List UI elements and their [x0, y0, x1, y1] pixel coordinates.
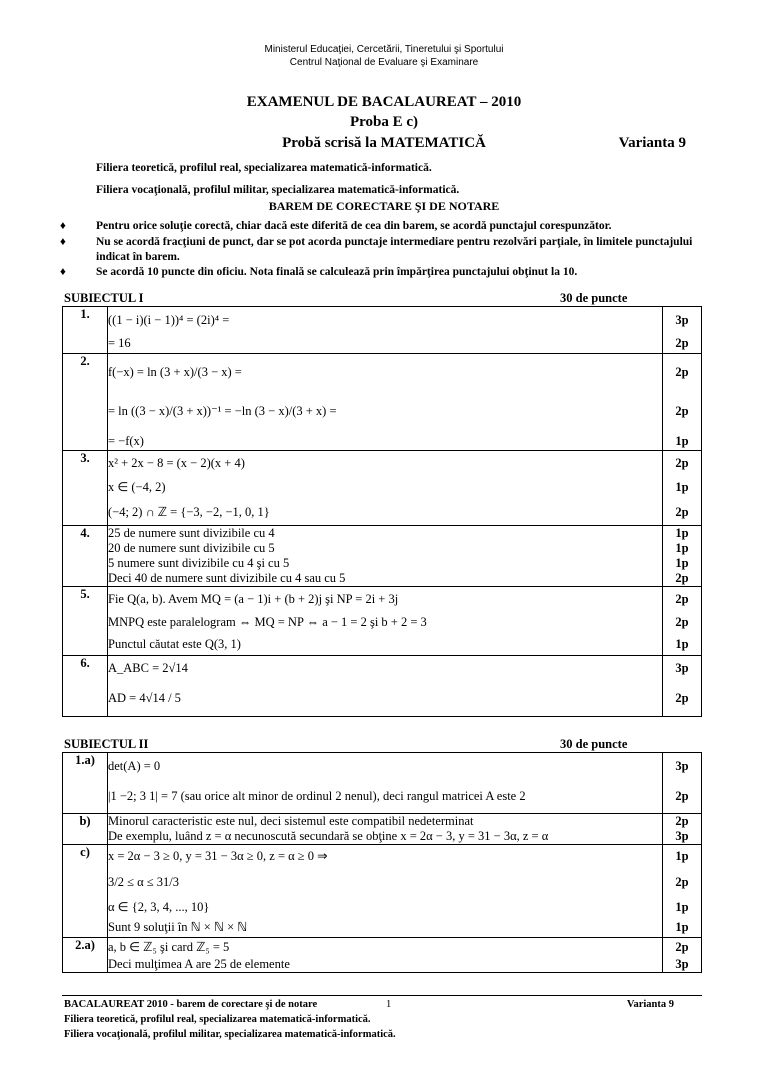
- solution-line: Deci mulţimea A are 25 de elemente: [108, 957, 290, 971]
- item-solution: [108, 451, 663, 526]
- footer-line1: [64, 999, 704, 1010]
- points-value: 2p: [675, 365, 689, 379]
- solution-line: AD = 4√14 / 5: [108, 691, 181, 705]
- subiect2-points: 30 de puncte: [560, 737, 628, 751]
- points-value: 1p: [675, 637, 689, 651]
- solution-line: Fie Q(a, b). Avem MQ = (a − 1)i + (b + 2)j şi NP = 2i + 3j: [108, 592, 399, 606]
- table-row: [63, 753, 702, 814]
- item-solution: [108, 938, 663, 973]
- footer-divider: [62, 995, 702, 996]
- solution-line: x² + 2x − 8 = (x − 2)(x + 4): [108, 456, 245, 470]
- item-points: [663, 587, 702, 656]
- solution-line: (−4; 2) ∩ ℤ = {−3, −2, −1, 0, 1}: [108, 505, 270, 519]
- solution-line: |1 −2; 3 1| = 7 (sau orice alt minor de ordinul 2 nenul), deci rangul matricei A este 2: [108, 789, 526, 803]
- rule-text: Pentru orice soluţie corectă, chiar dacă este diferită de cea din barem, se acordă punctajul corespunzător.: [96, 220, 612, 232]
- item-solution: [108, 753, 663, 814]
- table-row: [63, 814, 702, 845]
- exam-subject: Probă scrisă la MATEMATICĂ: [282, 135, 486, 151]
- item-solution: [108, 354, 663, 451]
- rule-item: [60, 235, 694, 265]
- table-row: [63, 938, 702, 973]
- footer-line3: Filiera vocaţională, profilul militar, specializarea matematică-informatică.: [64, 1029, 396, 1040]
- item-solution: [108, 307, 663, 354]
- item-points: [663, 753, 702, 814]
- points-value: 2p: [675, 814, 689, 828]
- table-row: [63, 656, 702, 717]
- rule-text: Nu se acordă fracţiuni de punct, dar se pot acorda punctaje intermediare pentru rezolvări parţiale, în limitele punctajului indicat în barem.: [96, 236, 693, 263]
- points-value: 2p: [675, 456, 689, 470]
- page-number: 1: [386, 999, 392, 1010]
- points-value: 3p: [675, 661, 689, 675]
- item-number: c): [63, 845, 108, 938]
- item-points: [663, 526, 702, 587]
- points-value: 2p: [675, 940, 689, 954]
- footer-left: BACALAUREAT 2010 - barem de corectare şi de notare: [64, 999, 318, 1010]
- points-value: 1p: [675, 434, 689, 448]
- solution-line: = ln ((3 − x)/(3 + x))⁻¹ = −ln (3 − x)/(3 + x) =: [108, 404, 337, 418]
- filiera-teoretica: Filiera teoretică, profilul real, specializarea matematică-informatică.: [96, 162, 432, 174]
- solution-line: Punctul căutat este Q(3, 1): [108, 637, 241, 651]
- points-value: 3p: [675, 313, 689, 327]
- table-row: [63, 587, 702, 656]
- item-number: 6.: [63, 656, 108, 717]
- item-solution: [108, 845, 663, 938]
- points-value: 2p: [675, 615, 689, 629]
- item-number: 1.: [63, 307, 108, 354]
- table-row: [63, 526, 702, 587]
- points-value: 2p: [675, 691, 689, 705]
- subiect2-heading: [64, 737, 694, 752]
- solution-line: MNPQ este paralelogram ⇔ MQ = NP ⇔ a − 1 = 2 şi b + 2 = 3: [108, 615, 427, 629]
- exam-variant: Varianta 9: [618, 135, 686, 151]
- table-row: [63, 307, 702, 354]
- item-number: 1.a): [63, 753, 108, 814]
- bullet-icon: ♦: [60, 220, 66, 232]
- points-value: 2p: [675, 505, 689, 519]
- item-number: 3.: [63, 451, 108, 526]
- item-points: [663, 938, 702, 973]
- item-solution: [108, 526, 663, 587]
- item-number: b): [63, 814, 108, 845]
- item-points: [663, 845, 702, 938]
- subiect1-table: [62, 306, 702, 717]
- points-value: 1p: [675, 920, 689, 934]
- exam-title: EXAMENUL DE BACALAUREAT – 2010: [246, 94, 522, 110]
- item-points: [663, 814, 702, 845]
- points-value: 2p: [675, 789, 689, 803]
- solution-line: = 16: [108, 336, 131, 350]
- solution-line: A_ABC = 2√14: [108, 661, 188, 675]
- solution-line: x = 2α − 3 ≥ 0, y = 31 − 3α ≥ 0, z = α ≥ 0 ⇒: [108, 849, 328, 863]
- subiect2-table: [62, 752, 702, 973]
- solution-line: 25 de numere sunt divizibile cu 4: [108, 526, 275, 540]
- points-value: 3p: [675, 957, 689, 971]
- item-points: [663, 354, 702, 451]
- points-value: 3p: [675, 759, 689, 773]
- item-number: 2.: [63, 354, 108, 451]
- exam-proba: Proba E c): [349, 114, 419, 130]
- item-points: [663, 451, 702, 526]
- solution-line: a, b ∈ ℤ₅ şi card ℤ₅ = 5: [108, 940, 230, 954]
- subiect1-title: SUBIECTUL I: [64, 291, 144, 305]
- points-value: 1p: [675, 900, 689, 914]
- solution-line: 20 de numere sunt divizibile cu 5: [108, 541, 275, 555]
- subiect1-heading: [64, 291, 694, 306]
- rule-item: [60, 219, 694, 234]
- solution-line: α ∈ {2, 3, 4, ..., 10}: [108, 900, 210, 914]
- solution-line: f(−x) = ln (3 + x)/(3 − x) =: [108, 365, 242, 379]
- points-value: 2p: [675, 336, 689, 350]
- table-row: [63, 354, 702, 451]
- points-value: 1p: [675, 556, 689, 570]
- rule-text: Se acordă 10 puncte din oficiu. Nota finală se calculează prin împărţirea punctajului obţinut la 10.: [96, 266, 578, 278]
- solution-line: 3/2 ≤ α ≤ 31/3: [108, 875, 179, 889]
- item-points: [663, 307, 702, 354]
- table-row: [63, 845, 702, 938]
- item-solution: [108, 587, 663, 656]
- solution-line: x ∈ (−4, 2): [108, 480, 166, 494]
- points-value: 2p: [675, 592, 689, 606]
- points-value: 1p: [675, 541, 689, 555]
- filiera-vocationala: Filiera vocaţională, profilul militar, specializarea matematică-informatică.: [96, 184, 460, 196]
- points-value: 1p: [675, 480, 689, 494]
- footer-line2: Filiera teoretică, profilul real, specializarea matematică-informatică.: [64, 1014, 371, 1025]
- solution-line: = −f(x): [108, 434, 144, 448]
- points-value: 1p: [675, 849, 689, 863]
- solution-line: Minorul caracteristic este nul, deci sistemul este compatibil nedeterminat: [108, 814, 474, 828]
- solution-line: ((1 − i)(i − 1))⁴ = (2i)⁴ =: [108, 313, 230, 327]
- center-header: Centrul Naţional de Evaluare şi Examinare: [289, 57, 479, 68]
- rule-item: [60, 265, 694, 280]
- bullet-icon: ♦: [60, 266, 66, 278]
- bullet-icon: ♦: [60, 236, 66, 248]
- item-solution: [108, 656, 663, 717]
- points-value: 3p: [675, 829, 689, 843]
- item-number: 5.: [63, 587, 108, 656]
- ministry-header: Ministerul Educaţiei, Cercetării, Tineretului şi Sportului: [264, 44, 504, 55]
- solution-line: De exemplu, luând z = α necunoscută secundară se obţine x = 2α − 3, y = 31 − 3α, z = α: [108, 829, 549, 843]
- points-value: 2p: [675, 875, 689, 889]
- item-number: 4.: [63, 526, 108, 587]
- solution-line: det(A) = 0: [108, 759, 161, 773]
- points-value: 2p: [675, 571, 689, 585]
- solution-line: Sunt 9 soluţii în ℕ × ℕ × ℕ: [108, 920, 248, 934]
- subiect2-title: SUBIECTUL II: [64, 737, 149, 751]
- solution-line: Deci 40 de numere sunt divizibile cu 4 sau cu 5: [108, 571, 346, 585]
- points-value: 1p: [675, 526, 689, 540]
- barem-title: BAREM DE CORECTARE ŞI DE NOTARE: [268, 199, 500, 213]
- item-points: [663, 656, 702, 717]
- item-solution: [108, 814, 663, 845]
- subiect1-points: 30 de puncte: [560, 291, 628, 305]
- table-row: [63, 451, 702, 526]
- points-value: 2p: [675, 404, 689, 418]
- footer-variant: Varianta 9: [626, 999, 674, 1010]
- solution-line: 5 numere sunt divizibile cu 4 şi cu 5: [108, 556, 290, 570]
- item-number: 2.a): [63, 938, 108, 973]
